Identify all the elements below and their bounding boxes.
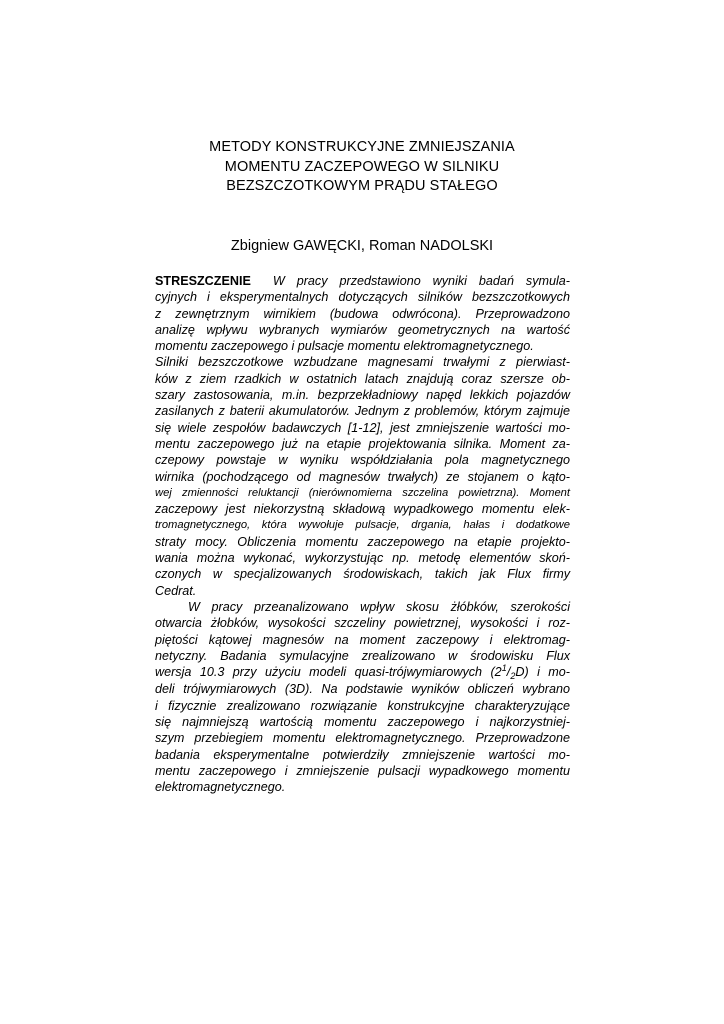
abstract-line: wania można wykonać, wykorzystując np. metodę elementów skoń- (155, 551, 570, 566)
abstract-line: Cedrat. (155, 583, 197, 598)
abstract-line: wej zmienności reluktancji (nierównomierna szczelina powietrzna). Moment (155, 486, 570, 499)
abstract-line: elektromagnetycznego. (155, 780, 286, 795)
abstract-line: wirnika (pochodzącego od magnesów trwałych) ze stojanem o kąto- (155, 469, 570, 484)
abstract-line: deli trójwymiarowych (3D). Na podstawie wyników obliczeń wybrano (155, 682, 570, 697)
title-line-2: MOMENTU ZACZEPOWEGO W SILNIKU (224, 158, 500, 175)
abstract-line: STRESZCZENIE W pracy przedstawiono wyniki badań symula- (155, 274, 570, 288)
abstract-line: tromagnetycznego, która wywołuje pulsacje, drgania, hałas i dodatkowe (155, 519, 570, 532)
title-line-3: BEZSZCZOTKOWYM PRĄDU STAŁEGO (226, 178, 498, 194)
abstract-line: Silniki bezszczotkowe wzbudzane magnesami trwałymi z pierwiast- (155, 355, 570, 370)
authors: Zbigniew GAWĘCKI, Roman NADOLSKI (230, 238, 494, 254)
paper-title (150, 138, 574, 197)
abstract-line: mentu zaczepowego już na etapie projektowania silnika. Moment za- (155, 436, 570, 451)
abstract-line: zaczepowy jest niekorzystną składową wypadkowego momentu elek- (155, 502, 570, 517)
abstract-line: z zewnętrznym wirnikiem (budowa odwrócona). Przeprowadzono (155, 306, 570, 321)
abstract-line: wersja 10.3 przy użyciu modeli quasi-trójwymiarowych (21/2D) i mo- (155, 663, 570, 682)
abstract-line: i fizycznie zrealizowano rozwiązanie konstrukcyjne charakteryzujące (155, 698, 570, 713)
abstract-line: mentu zaczepowego i zmniejszenie pulsacji wypadkowego momentu (155, 763, 570, 778)
abstract-line: netyczny. Badania symulacyjne zrealizowano w środowisku Flux (155, 648, 570, 663)
abstract-line: otwarcia żłobków, wysokości szczeliny powietrznej, wysokości i roz- (155, 616, 570, 631)
title-line-1: METODY KONSTRUKCYJNE ZMNIEJSZANIA (209, 139, 515, 155)
abstract-line: momentu zaczepowego i pulsacje momentu elektromagnetycznego. (155, 339, 534, 354)
abstract-line: czonych w specjalizowanych środowiskach, takich jak Flux firmy (155, 567, 570, 582)
abstract-line: straty mocy. Obliczenia momentu zaczepowego na etapie projekto- (155, 534, 570, 549)
abstract-line: analizę wpływu wybranych wymiarów geometrycznych na wartość (155, 322, 570, 337)
abstract-line: szary zastosowania, m.in. bezprzekładniowy napęd lekkich pojazdów (155, 388, 570, 403)
abstract-keyword: STRESZCZENIE (155, 274, 251, 288)
abstract-line: szym przebiegiem momentu elektromagnetycznego. Przeprowadzone (155, 731, 570, 746)
abstract-line: W pracy przeanalizowano wpływ skosu żłóbków, szerokości (188, 599, 570, 614)
abstract-line: się wiele zespołów badawczych [1-12], jest zmniejszenie wartości mo- (155, 420, 570, 435)
abstract-line: piętości kątowej magnesów na moment zaczepowy i elektromag- (155, 632, 570, 647)
abstract-line: zasilanych z baterii akumulatorów. Jednym z problemów, którym zajmuje (155, 404, 570, 419)
fraction-one-half: 1/2 (501, 663, 516, 682)
abstract (155, 273, 570, 796)
abstract-line: cyjnych i eksperymentalnych dotyczących silników bezszczotkowych (155, 290, 570, 305)
abstract-line: się najmniejszą wartością momentu zaczepowego i najkorzystniej- (155, 715, 570, 730)
abstract-line: ków z ziem rzadkich w ostatnich latach znajdują coraz szersze ob- (155, 371, 570, 386)
abstract-line: badania eksperymentalne potwierdziły zmniejszenie wartości mo- (155, 747, 570, 762)
abstract-line: czepowy powstaje w wyniku współdziałania pola magnetycznego (155, 453, 570, 468)
